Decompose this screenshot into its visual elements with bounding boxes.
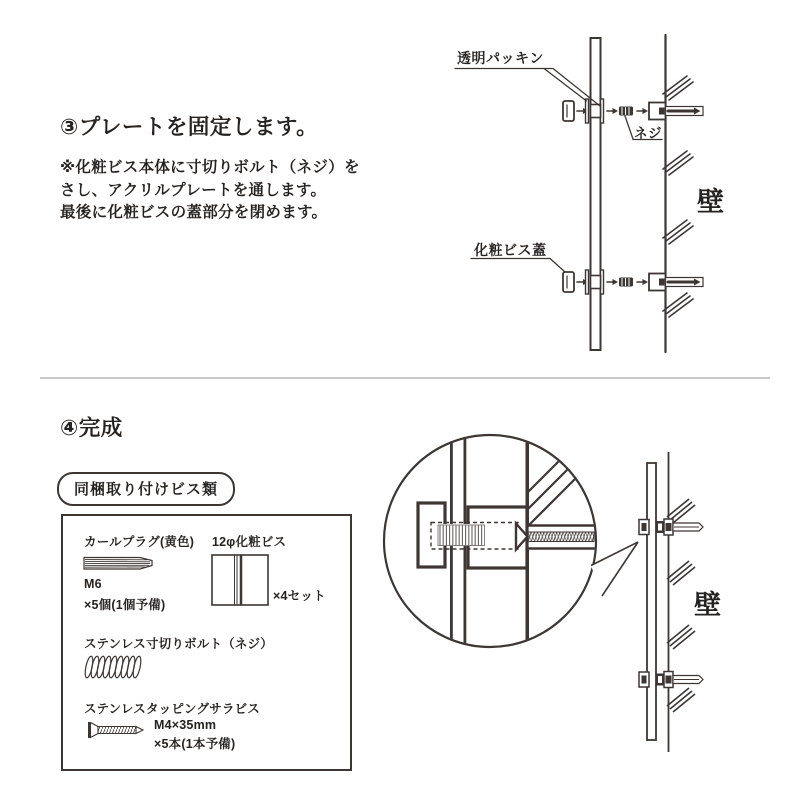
part-curl-plug-spec: M6 [84, 577, 102, 591]
label-wall-bottom: 壁 [694, 590, 721, 620]
part-curl-plug-name: カールプラグ(黄色) [84, 535, 195, 549]
arrow-right-icon [643, 279, 649, 285]
curl-plug-icon [83, 556, 155, 572]
section-divider [40, 377, 770, 379]
part-tapping-screw-spec: M4×35mm [154, 718, 217, 732]
packing-left [586, 99, 589, 123]
assembly-row-1 [563, 99, 703, 123]
part-deco-screw-name: 12φ化粧ビス [212, 535, 287, 549]
step3-note-line2: さし、アクリルプレートを通します。 [60, 181, 327, 199]
part-tapping-screw-qty: ×5本(1本予備) [154, 737, 236, 751]
fixing-point-lower [639, 672, 703, 688]
screw-shaft [528, 532, 594, 542]
assembly-row-2 [563, 270, 703, 294]
label-transparent-packing: 透明パッキン [457, 50, 544, 66]
plate-hole [591, 276, 601, 289]
step3-note-line3: 最後に化粧ビスの蓋部分を閉めます。 [60, 204, 328, 221]
part-tapping-screw-name: ステンレスタッピングサラビス [84, 702, 260, 716]
step3-note [60, 157, 360, 225]
arrow-right-icon [613, 279, 619, 285]
parts-box-title: 同梱取り付けビス類 [57, 472, 235, 506]
step3-diagram [430, 20, 780, 360]
threaded-bolt-coil-icon [83, 654, 145, 680]
included-parts-box [61, 514, 352, 771]
deco-screw-icon [211, 554, 271, 607]
arrow-right-icon [613, 108, 619, 114]
mounted-plate [647, 463, 656, 740]
part-curl-plug-qty: ×5個(1個予備) [84, 598, 166, 612]
fixing-point-upper [639, 519, 703, 535]
step3-title: ③プレートを固定します。 [60, 115, 319, 139]
plate-hole [591, 105, 601, 118]
arrow-right-icon [643, 108, 649, 114]
part-deco-screw-qty: ×4セット [273, 589, 326, 603]
screw-cap-icon [563, 272, 574, 292]
label-screw-cap: 化粧ビス蓋 [474, 242, 547, 258]
label-wall-top: 壁 [697, 187, 724, 217]
step3-note-line1: ※化粧ビス本体に寸切りボルト（ネジ）を [60, 159, 360, 176]
part-threaded-bolt-name: ステンレス寸切りボルト（ネジ） [84, 637, 273, 651]
packing-left [586, 270, 589, 294]
acrylic-plate [591, 38, 601, 350]
tapping-screw-icon [87, 721, 145, 739]
step4-title: ④完成 [60, 416, 123, 440]
screw-cap-icon [563, 101, 574, 121]
label-screw: ネジ [634, 126, 662, 141]
